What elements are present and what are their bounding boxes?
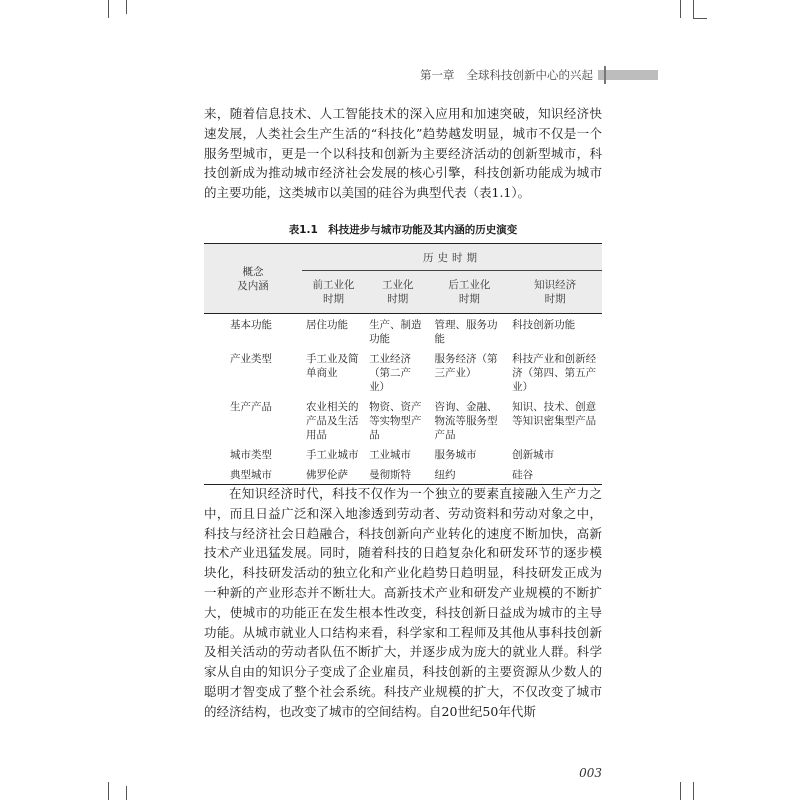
table-cell: 工业城市 bbox=[369, 449, 412, 461]
table-cell: 物资、资产等实物型产品 bbox=[369, 401, 422, 441]
table-row bbox=[204, 396, 602, 444]
row-label: 典型城市 bbox=[204, 464, 302, 485]
concept-header-line-1: 概念 bbox=[242, 265, 264, 278]
period-col-1: 前工业化 时期 bbox=[302, 271, 365, 314]
crop-mark bbox=[126, 0, 127, 14]
table-cell: 科技创新功能 bbox=[512, 319, 576, 331]
table-row bbox=[204, 464, 602, 485]
period-col-2: 工业化 时期 bbox=[365, 271, 430, 314]
table-cell: 科技产业和创新经济（第四、第五产业） bbox=[512, 353, 597, 393]
row-label: 城市类型 bbox=[230, 449, 272, 461]
table-cell: 服务城市 bbox=[434, 449, 477, 461]
chapter-title: 全球科技创新中心的兴起 bbox=[466, 68, 593, 82]
table-cell: 工业经济（第二产业） bbox=[369, 353, 412, 393]
table-cell: 知识、技术、创意等知识密集型产品 bbox=[512, 401, 597, 427]
crop-mark bbox=[693, 782, 694, 800]
table-cell: 纽约 bbox=[431, 464, 509, 485]
crop-mark bbox=[108, 782, 109, 800]
concept-header bbox=[204, 244, 302, 314]
crop-mark bbox=[680, 0, 681, 18]
history-table bbox=[204, 243, 602, 485]
body-paragraph-2: 在知识经济时代，科技不仅作为一个独立的要素直接融入生产力之中，而且日益广泛和深入地渗透到劳动者、劳动资料和劳动对象之中，科技与经济社会日趋融合，科技创新向产业转化的速度不断加快，高新技术产业迅猛发展。同时，随着科技的日趋复杂化和研发环节的逐步模块化，科技研发活动的独立化和产业化趋势日趋明显，科技研发正成为一种新的产业形态并不断壮大。高新技术产业和研发产业规模的不断扩大，使城市的功能正在发生根本性改变，科技创新日益成为城市的主导功能。从城市就业人口结构来看，科学家和工程师及其他从事科技创新及相关活动的劳动者队伍不断扩大，并逐步成为庞大的就业人群。科学家从自由的知识分子变成了企业雇员，科技创新的主要资源从少数人的聪明才智变成了整个社会系统。科技产业规模的扩大，不仅改变了城市的经济结构，也改变了城市的空间结构。自20世纪50年代斯 bbox=[204, 486, 602, 719]
header-tick bbox=[604, 66, 606, 84]
table-row bbox=[204, 444, 602, 464]
table-cell: 咨询、金融、物流等服务型产品 bbox=[434, 401, 498, 441]
period-col-4: 知识经济 时期 bbox=[508, 271, 602, 314]
page-number: 003 bbox=[579, 766, 602, 780]
crop-mark bbox=[126, 786, 127, 800]
table-cell: 佛罗伦萨 bbox=[302, 464, 365, 485]
table-cell: 农业相关的产品及生活用品 bbox=[306, 401, 359, 441]
table-cell: 服务经济（第三产业） bbox=[434, 353, 498, 379]
body-paragraph-1: 来，随着信息技术、人工智能技术的深入应用和加速突破，知识经济快速发展，人类社会生产生活的“科技化”趋势越发明显，城市不仅是一个服务型城市，更是一个以科技和创新为主要经济活动的创新型城市，科技创新成为推动城市经济社会发展的核心引擎，科技创新功能成为城市的主要功能，这类城市以美国的硅谷为典型代表（表1.1）。 bbox=[204, 106, 602, 201]
table-cell: 手工业及简单商业 bbox=[306, 353, 359, 379]
header-bar bbox=[598, 70, 658, 80]
table-cell: 曼彻斯特 bbox=[365, 464, 430, 485]
row-label: 产业类型 bbox=[230, 353, 272, 365]
crop-mark bbox=[108, 0, 109, 18]
table-cell: 硅谷 bbox=[508, 464, 602, 485]
table-cell: 生产、制造功能 bbox=[369, 319, 422, 345]
concept-header-line-2: 及内涵 bbox=[237, 279, 269, 292]
table-row bbox=[204, 314, 602, 349]
crop-mark bbox=[693, 0, 694, 18]
row-label: 基本功能 bbox=[230, 319, 272, 331]
table-cell: 手工业城市 bbox=[306, 449, 359, 461]
table-cell: 管理、服务功能 bbox=[434, 319, 498, 345]
table-cell: 创新城市 bbox=[512, 449, 555, 461]
table-cell: 居住功能 bbox=[306, 319, 348, 331]
row-label: 生产产品 bbox=[230, 401, 272, 413]
period-header: 历史时期 bbox=[302, 244, 602, 271]
period-col-3: 后工业化 时期 bbox=[431, 271, 509, 314]
table-row bbox=[204, 348, 602, 396]
table-caption: 表1.1 科技进步与城市功能及其内涵的历史演变 bbox=[288, 224, 518, 236]
chapter-label: 第一章 bbox=[420, 68, 455, 82]
crop-mark bbox=[680, 782, 681, 800]
crop-mark bbox=[693, 18, 707, 19]
